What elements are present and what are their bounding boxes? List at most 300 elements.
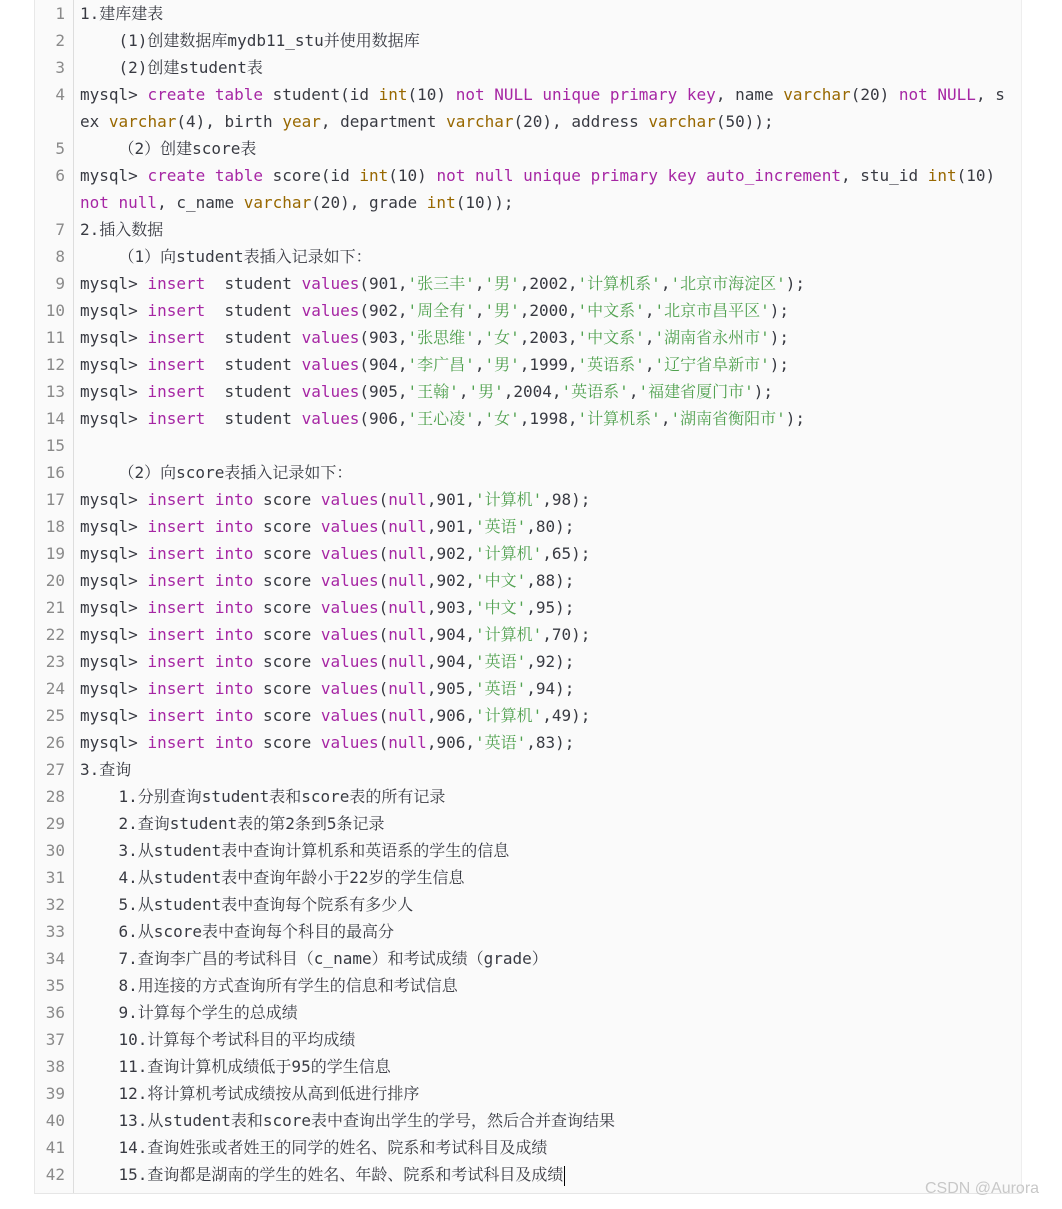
code-token: (1)创建数据库mydb11_stu并使用数据库 <box>80 31 420 50</box>
code-text[interactable] <box>80 27 1013 54</box>
code-text[interactable] <box>80 783 1013 810</box>
code-line[interactable] <box>35 27 1021 54</box>
code-token: 2.查询student表的第2条到5条记录 <box>80 814 385 833</box>
code-text[interactable] <box>80 864 1013 891</box>
code-text[interactable] <box>80 945 1013 972</box>
code-text[interactable] <box>80 270 1013 297</box>
sql-keyword: not <box>455 85 485 104</box>
line-number: 39 <box>45 1084 65 1103</box>
code-token: mysql> <box>80 598 148 617</box>
code-token: (903, <box>359 328 408 347</box>
line-number: 40 <box>45 1111 65 1130</box>
line-number: 37 <box>45 1030 65 1049</box>
sql-keyword: null <box>388 544 427 563</box>
code-token: student <box>205 409 302 428</box>
code-line[interactable] <box>35 1080 1021 1107</box>
code-line[interactable] <box>35 405 1021 432</box>
code-text[interactable] <box>80 837 1013 864</box>
code-text[interactable] <box>80 729 1013 756</box>
line-number: 21 <box>45 598 65 617</box>
code-token <box>533 85 543 104</box>
sql-keyword: insert into <box>147 652 254 671</box>
sql-keyword: insert into <box>147 571 254 590</box>
code-text[interactable] <box>80 918 1013 945</box>
code-token: , stu_id <box>841 166 928 185</box>
line-number: 31 <box>45 868 65 887</box>
code-token: student <box>205 355 302 374</box>
code-text[interactable] <box>80 81 1013 135</box>
line-number: 2 <box>55 31 65 50</box>
code-token: score <box>253 679 321 698</box>
code-text[interactable] <box>80 0 1013 27</box>
code-token: student <box>205 274 302 293</box>
code-token: score <box>253 733 321 752</box>
sql-string: '英语' <box>474 733 527 752</box>
code-token: score <box>253 598 321 617</box>
code-token: ,901, <box>426 517 475 536</box>
line-number: 36 <box>45 1003 65 1022</box>
line-number: 14 <box>45 409 65 428</box>
code-line[interactable] <box>35 1107 1021 1134</box>
code-token: (10) <box>407 85 456 104</box>
sql-keyword: not null unique primary key auto_increment <box>436 166 842 185</box>
sql-string: '中文' <box>474 598 527 617</box>
code-token: , <box>628 382 639 401</box>
line-number: 20 <box>45 571 65 590</box>
code-token: ,1998, <box>519 409 578 428</box>
code-token: ( <box>378 544 389 563</box>
sql-keyword: null <box>388 598 427 617</box>
code-line[interactable] <box>35 891 1021 918</box>
sql-string: '英语' <box>474 652 527 671</box>
sql-keyword: null <box>388 706 427 725</box>
sql-keyword: insert into <box>147 544 254 563</box>
code-token: , c_name <box>157 193 244 212</box>
code-text[interactable] <box>80 351 1013 378</box>
code-token: mysql> <box>80 328 148 347</box>
code-line[interactable] <box>35 216 1021 243</box>
sql-string: '英语系' <box>577 355 645 374</box>
code-token: , <box>474 355 485 374</box>
code-token <box>485 85 495 104</box>
line-number: 23 <box>45 652 65 671</box>
code-token: ,903, <box>426 598 475 617</box>
code-line[interactable] <box>35 243 1021 270</box>
sql-keyword: values <box>320 571 379 590</box>
line-number: 19 <box>45 544 65 563</box>
code-line[interactable] <box>35 1134 1021 1161</box>
code-text[interactable] <box>80 1053 1013 1080</box>
sql-type: varchar <box>648 112 716 131</box>
line-number: 11 <box>45 328 65 347</box>
sql-keyword: create table <box>147 166 264 185</box>
code-token: 12.将计算机考试成绩按从高到低进行排序 <box>80 1084 420 1103</box>
code-line[interactable] <box>35 1026 1021 1053</box>
code-token: （2）向score表插入记录如下： <box>80 463 353 482</box>
sql-string: '张思维' <box>407 328 475 347</box>
sql-keyword: values <box>301 382 360 401</box>
sql-keyword: null <box>388 652 427 671</box>
code-token: ( <box>378 517 389 536</box>
line-number: 12 <box>45 355 65 374</box>
code-token: ,80); <box>526 517 575 536</box>
code-line[interactable] <box>35 540 1021 567</box>
line-number: 32 <box>45 895 65 914</box>
sql-string: '计算机系' <box>577 274 661 293</box>
sql-type: varchar <box>243 193 312 212</box>
code-line[interactable] <box>35 594 1021 621</box>
code-token: ,94); <box>526 679 575 698</box>
code-line[interactable] <box>35 837 1021 864</box>
code-line[interactable] <box>35 270 1021 297</box>
code-token: , <box>644 355 655 374</box>
code-text[interactable] <box>80 405 1013 432</box>
sql-keyword: not <box>898 85 928 104</box>
csdn-watermark: CSDN @Aurora <box>925 1180 1040 1197</box>
code-line[interactable] <box>35 135 1021 162</box>
sql-string: '湖南省永州市' <box>654 328 770 347</box>
line-number: 18 <box>45 517 65 536</box>
line-number: 27 <box>45 760 65 779</box>
code-token: , <box>474 301 485 320</box>
line-number: 33 <box>45 922 65 941</box>
sql-type: varchar <box>783 85 851 104</box>
code-text[interactable] <box>80 1161 1013 1188</box>
code-token: score <box>253 706 321 725</box>
sql-keyword: insert <box>147 355 206 374</box>
sql-keyword: create table <box>147 85 264 104</box>
code-text[interactable] <box>80 459 1013 486</box>
code-text[interactable] <box>80 297 1013 324</box>
sql-keyword: values <box>320 679 379 698</box>
code-token: mysql> <box>80 571 148 590</box>
line-number: 8 <box>55 247 65 266</box>
code-token: mysql> <box>80 544 148 563</box>
line-number: 26 <box>45 733 65 752</box>
line-number: 1 <box>55 4 65 23</box>
code-line[interactable] <box>35 297 1021 324</box>
code-token: mysql> <box>80 490 148 509</box>
sql-keyword: null <box>388 625 427 644</box>
code-token: (20), grade <box>311 193 427 212</box>
sql-type: year <box>282 112 321 131</box>
code-line[interactable] <box>35 432 1021 459</box>
line-number: 25 <box>45 706 65 725</box>
code-token: 9.计算每个学生的总成绩 <box>80 1003 298 1022</box>
code-token: (50)); <box>715 112 774 131</box>
code-token: (10) <box>956 166 1005 185</box>
code-line[interactable] <box>35 351 1021 378</box>
code-token: ( <box>378 625 389 644</box>
code-token: student <box>205 301 302 320</box>
code-token: ,88); <box>526 571 575 590</box>
code-token: mysql> <box>80 733 148 752</box>
code-text[interactable] <box>80 1026 1013 1053</box>
code-text[interactable] <box>80 891 1013 918</box>
code-token: , department <box>320 112 447 131</box>
line-number: 7 <box>55 220 65 239</box>
code-token <box>928 85 938 104</box>
sql-keyword: values <box>320 706 379 725</box>
code-line[interactable] <box>35 756 1021 783</box>
code-token: mysql> <box>80 625 148 644</box>
code-token: ,98); <box>542 490 591 509</box>
code-line[interactable] <box>35 1053 1021 1080</box>
code-text[interactable] <box>80 702 1013 729</box>
code-token: ,65); <box>542 544 591 563</box>
code-token: score <box>253 571 321 590</box>
code-text[interactable] <box>80 621 1013 648</box>
sql-type: varchar <box>446 112 514 131</box>
code-line[interactable] <box>35 783 1021 810</box>
code-token: student <box>205 328 302 347</box>
code-line[interactable] <box>35 324 1021 351</box>
code-token: (904, <box>359 355 408 374</box>
code-text[interactable] <box>80 756 1013 783</box>
sql-keyword: not null <box>80 193 158 212</box>
code-text[interactable] <box>80 54 1013 81</box>
code-token: ( <box>378 733 389 752</box>
sql-keyword: values <box>320 544 379 563</box>
line-number: 30 <box>45 841 65 860</box>
code-token: ,904, <box>426 652 475 671</box>
code-token: 1.分别查询student表和score表的所有记录 <box>80 787 446 806</box>
sql-keyword: values <box>301 274 360 293</box>
code-token: 2.插入数据 <box>80 220 164 239</box>
code-token: student(id <box>263 85 379 104</box>
code-token: (20) <box>850 85 899 104</box>
code-text[interactable] <box>80 378 1013 405</box>
line-number: 41 <box>45 1138 65 1157</box>
code-text[interactable] <box>80 243 1013 270</box>
code-text[interactable] <box>80 810 1013 837</box>
code-token: , <box>474 274 485 293</box>
code-token: (2)创建student表 <box>80 58 263 77</box>
sql-keyword: NULL <box>937 85 976 104</box>
line-number: 24 <box>45 679 65 698</box>
code-token: ,905, <box>426 679 475 698</box>
code-token: ,901, <box>426 490 475 509</box>
code-token: , <box>644 328 655 347</box>
code-line[interactable] <box>35 918 1021 945</box>
code-line[interactable] <box>35 729 1021 756</box>
code-token: ( <box>378 679 389 698</box>
code-line[interactable] <box>35 648 1021 675</box>
code-text[interactable] <box>80 216 1013 243</box>
code-token: 6.从score表中查询每个科目的最高分 <box>80 922 394 941</box>
line-number: 9 <box>55 274 65 293</box>
code-text[interactable] <box>80 162 1013 216</box>
code-token: 11.查询计算机成绩低于95的学生信息 <box>80 1057 391 1076</box>
code-token: mysql> <box>80 166 148 185</box>
sql-keyword: insert into <box>147 490 254 509</box>
code-token: 7.查询李广昌的考试科目（c_name）和考试成绩（grade） <box>80 949 548 968</box>
code-text[interactable] <box>80 513 1013 540</box>
code-line[interactable] <box>35 459 1021 486</box>
code-token: 3.从student表中查询计算机系和英语系的学生的信息 <box>80 841 510 860</box>
code-token: score <box>253 652 321 671</box>
code-line[interactable] <box>35 810 1021 837</box>
code-text[interactable] <box>80 1134 1013 1161</box>
code-token: ); <box>785 274 805 293</box>
code-line[interactable] <box>35 1161 1021 1188</box>
text-cursor <box>564 1166 565 1186</box>
line-number: 34 <box>45 949 65 968</box>
code-token: student <box>205 382 302 401</box>
code-token: ,2002, <box>519 274 578 293</box>
code-text[interactable] <box>80 567 1013 594</box>
sql-keyword: values <box>320 490 379 509</box>
code-token: ); <box>769 301 789 320</box>
code-token: , <box>660 274 671 293</box>
code-token: ( <box>378 571 389 590</box>
code-token: mysql> <box>80 409 148 428</box>
sql-keyword: insert <box>147 301 206 320</box>
sql-keyword: unique primary key <box>542 85 716 104</box>
code-token: score <box>253 490 321 509</box>
code-token: ); <box>769 328 789 347</box>
code-token: ( <box>378 706 389 725</box>
code-token: mysql> <box>80 679 148 698</box>
sql-string: '辽宁省阜新市' <box>654 355 770 374</box>
code-token: mysql> <box>80 355 148 374</box>
code-token: ,2003, <box>519 328 578 347</box>
code-token: ,2004, <box>503 382 562 401</box>
code-token: mysql> <box>80 517 148 536</box>
line-number: 13 <box>45 382 65 401</box>
code-text[interactable] <box>80 648 1013 675</box>
code-token: mysql> <box>80 382 148 401</box>
line-number: 35 <box>45 976 65 995</box>
sql-keyword: insert <box>147 274 206 293</box>
code-text[interactable] <box>80 594 1013 621</box>
code-text[interactable] <box>80 540 1013 567</box>
code-text[interactable] <box>80 972 1013 999</box>
sql-string: '计算机' <box>474 490 543 509</box>
line-number: 29 <box>45 814 65 833</box>
sql-string: '女' <box>484 409 520 428</box>
code-token: ,906, <box>426 706 475 725</box>
sql-keyword: values <box>320 625 379 644</box>
code-token: (10)); <box>455 193 514 212</box>
code-line[interactable] <box>35 54 1021 81</box>
sql-string: '英语' <box>474 517 527 536</box>
sql-keyword: insert <box>147 328 206 347</box>
code-token: , <box>474 409 485 428</box>
code-token: 3.查询 <box>80 760 132 779</box>
code-text[interactable] <box>80 1080 1013 1107</box>
code-token: ,2000, <box>519 301 578 320</box>
code-line[interactable] <box>35 486 1021 513</box>
sql-string: '中文系' <box>577 328 645 347</box>
code-token: ,92); <box>526 652 575 671</box>
code-text[interactable] <box>80 486 1013 513</box>
code-token: score <box>253 544 321 563</box>
sql-string: '计算机' <box>474 544 543 563</box>
sql-keyword: insert <box>147 382 206 401</box>
code-block[interactable] <box>34 0 1022 1194</box>
sql-string: '北京市海淀区' <box>670 274 786 293</box>
code-token: ,95); <box>526 598 575 617</box>
sql-string: '计算机系' <box>577 409 661 428</box>
code-token: score(id <box>263 166 360 185</box>
code-token: ,49); <box>542 706 591 725</box>
sql-keyword: NULL <box>494 85 533 104</box>
sql-string: '张三丰' <box>407 274 475 293</box>
sql-keyword: null <box>388 490 427 509</box>
code-token: （1）向student表插入记录如下： <box>80 247 372 266</box>
sql-string: '王翰' <box>407 382 459 401</box>
sql-string: '北京市昌平区' <box>654 301 770 320</box>
code-token: ,902, <box>426 571 475 590</box>
sql-string: '男' <box>484 274 520 293</box>
code-line[interactable] <box>35 0 1021 27</box>
line-number: 38 <box>45 1057 65 1076</box>
sql-keyword: insert into <box>147 733 254 752</box>
code-text[interactable] <box>80 135 1013 162</box>
code-token: ,1999, <box>519 355 578 374</box>
code-token: (905, <box>359 382 408 401</box>
code-token: ,906, <box>426 733 475 752</box>
code-token: （2）创建score表 <box>80 139 257 158</box>
line-number: 10 <box>45 301 65 320</box>
code-token: (902, <box>359 301 408 320</box>
code-token: 10.计算每个考试科目的平均成绩 <box>80 1030 356 1049</box>
code-token: (901, <box>359 274 408 293</box>
code-text[interactable] <box>80 999 1013 1026</box>
code-token: 4.从student表中查询年龄小于22岁的学生信息 <box>80 868 465 887</box>
code-token: 13.从student表和score表中查询出学生的学号，然后合并查询结果 <box>80 1111 616 1130</box>
code-line[interactable] <box>35 567 1021 594</box>
code-line[interactable] <box>35 999 1021 1026</box>
code-token: (4), birth <box>176 112 283 131</box>
sql-string: '英语系' <box>561 382 629 401</box>
code-text[interactable] <box>80 1107 1013 1134</box>
code-line[interactable] <box>35 81 1021 135</box>
line-number: 3 <box>55 58 65 77</box>
code-line[interactable] <box>35 945 1021 972</box>
code-token: mysql> <box>80 274 148 293</box>
code-token: (20), address <box>513 112 649 131</box>
code-line[interactable] <box>35 378 1021 405</box>
code-token: 5.从student表中查询每个院系有多少人 <box>80 895 414 914</box>
sql-type: int <box>378 85 408 104</box>
code-token: ); <box>785 409 805 428</box>
code-text[interactable] <box>80 324 1013 351</box>
sql-string: '湖南省衡阳市' <box>670 409 786 428</box>
code-line[interactable] <box>35 675 1021 702</box>
code-token: (906, <box>359 409 408 428</box>
sql-keyword: values <box>301 355 360 374</box>
sql-keyword: insert into <box>147 517 254 536</box>
code-line[interactable] <box>35 621 1021 648</box>
code-text[interactable] <box>80 675 1013 702</box>
code-line[interactable] <box>35 702 1021 729</box>
sql-type: int <box>359 166 389 185</box>
line-number: 22 <box>45 625 65 644</box>
code-token: mysql> <box>80 85 148 104</box>
code-line[interactable] <box>35 513 1021 540</box>
sql-type: int <box>927 166 957 185</box>
code-token: mysql> <box>80 706 148 725</box>
code-line[interactable] <box>35 972 1021 999</box>
code-line[interactable] <box>35 162 1021 216</box>
sql-keyword: insert into <box>147 679 254 698</box>
code-line[interactable] <box>35 864 1021 891</box>
code-token: , name <box>715 85 784 104</box>
line-number: 16 <box>45 463 65 482</box>
sql-keyword: values <box>301 409 360 428</box>
